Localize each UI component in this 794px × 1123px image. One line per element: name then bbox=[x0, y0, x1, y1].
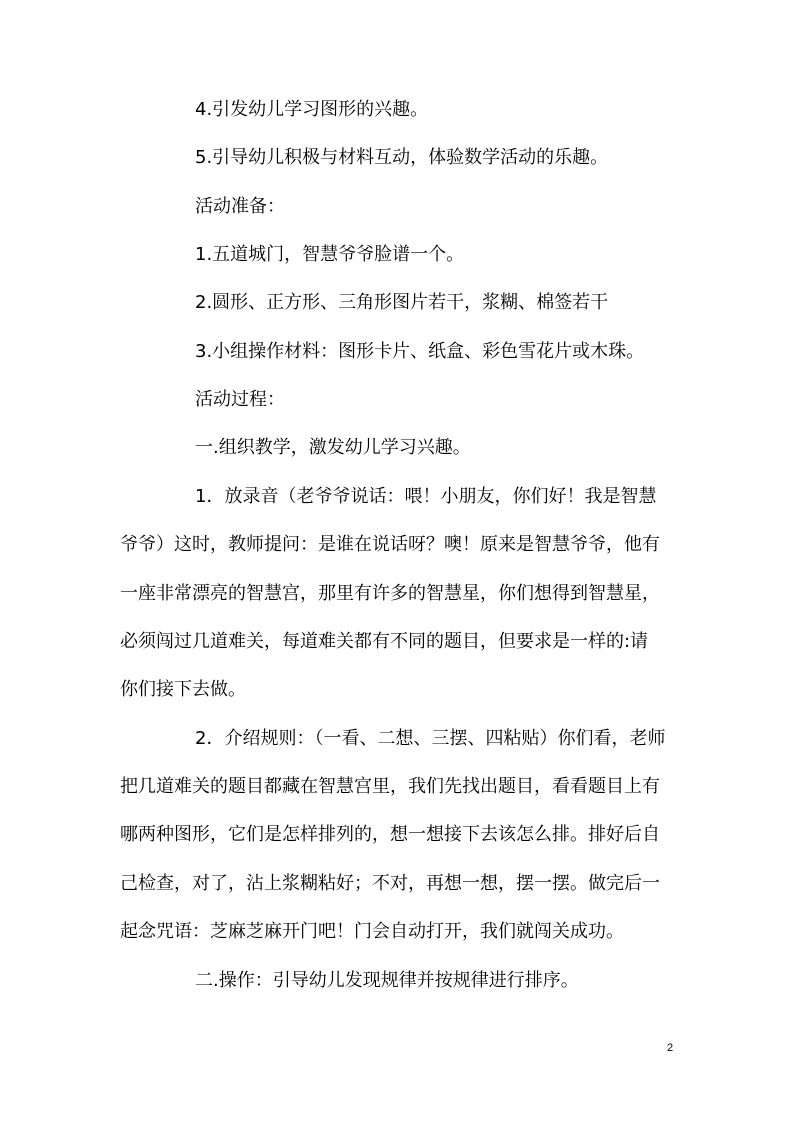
text-line: 2．介绍规则：（一看、二想、三摆、四粘贴）你们看，老师 bbox=[195, 728, 666, 749]
section-heading: 活动准备： bbox=[195, 196, 285, 217]
text-line: 2.圆形、正方形、三角形图片若干，浆糊、棉签若干 bbox=[195, 292, 609, 313]
text-line: 把几道难关的题目都藏在智慧宫里，我们先找出题目，看看题目上有 bbox=[120, 776, 660, 797]
text-line: 4.引发幼儿学习图形的兴趣。 bbox=[195, 99, 429, 120]
text-line: 二.操作：引导幼儿发现规律并按规律进行排序。 bbox=[195, 970, 579, 991]
text-line: 一座非常漂亮的智慧宫，那里有许多的智慧星，你们想得到智慧星， bbox=[120, 583, 660, 604]
text-line: 3.小组操作材料：图形卡片、纸盒、彩色雪花片或木珠。 bbox=[195, 341, 645, 362]
text-line: 哪两种图形，它们是怎样排列的，想一想接下去该怎么排。排好后自 bbox=[120, 824, 660, 845]
text-line: 己检查，对了，沾上浆糊粘好；不对，再想一想，摆一摆。做完后一 bbox=[120, 873, 660, 894]
text-line: 5.引导幼儿积极与材料互动，体验数学活动的乐趣。 bbox=[195, 147, 609, 168]
text-line: 一.组织教学，激发幼儿学习兴趣。 bbox=[195, 437, 471, 458]
text-line: 1.五道城门，智慧爷爷脸谱一个。 bbox=[195, 244, 465, 265]
text-line: 你们接下去做。 bbox=[120, 679, 246, 700]
text-line: 1．放录音（老爷爷说话：喂！小朋友，你们好！我是智慧 bbox=[195, 486, 657, 507]
text-line: 起念咒语：芝麻芝麻开门吧！门会自动打开，我们就闯关成功。 bbox=[120, 921, 624, 942]
text-line: 爷爷）这时，教师提问：是谁在说话呀？噢！原来是智慧爷爷，他有 bbox=[120, 534, 660, 555]
text-line: 必须闯过几道难关，每道难关都有不同的题目，但要求是一样的:请 bbox=[120, 631, 649, 652]
section-heading: 活动过程： bbox=[195, 389, 285, 410]
page-number: 2 bbox=[667, 1042, 674, 1054]
